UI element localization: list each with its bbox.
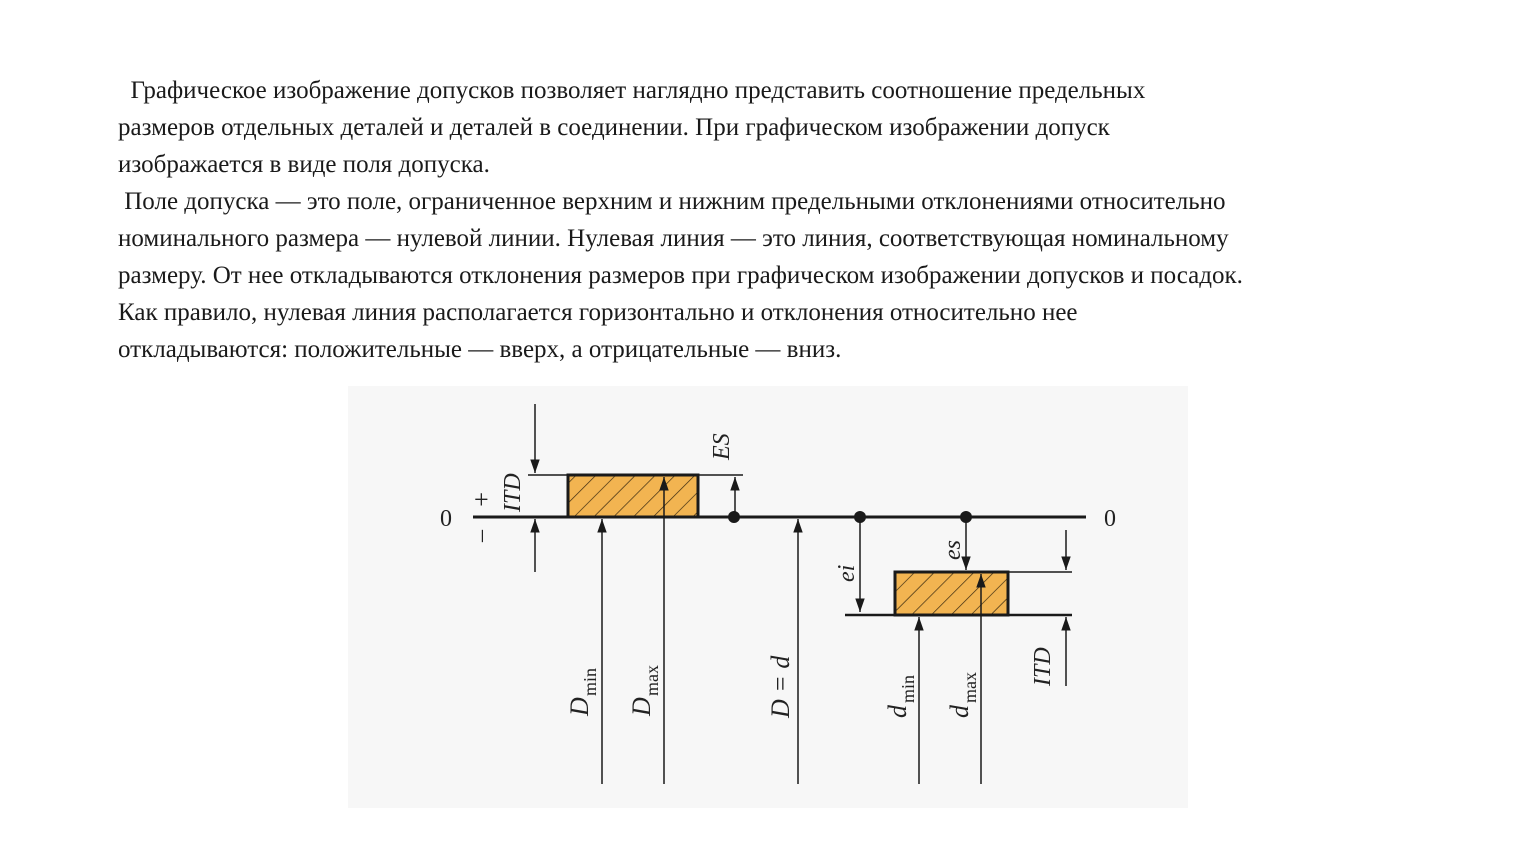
- minus-sign: –: [468, 530, 494, 542]
- tolerance-diagram-svg: [348, 386, 1188, 808]
- hole-itd-label: ITD: [500, 473, 526, 512]
- paragraph-line: номинального размера — нулевой линии. Нулевая линия — это линия, соответствующая номинальному: [118, 225, 1229, 252]
- paragraph-line: изображается в виде поля допуска.: [118, 151, 490, 178]
- paragraph-line: Поле допуска — это поле, ограниченное верхним и нижним предельными отклонениями относительно: [118, 188, 1226, 215]
- shaft-dmax-sub: max: [960, 672, 980, 703]
- dmax-sub: max: [642, 665, 662, 696]
- dmax-label: [627, 665, 662, 717]
- tolerance-diagram: [348, 386, 1188, 808]
- dmin-sub: min: [580, 667, 600, 696]
- shaft-dmin-main: d: [883, 705, 912, 718]
- zero-point-1: [728, 511, 740, 523]
- plus-sign: +: [474, 485, 489, 514]
- shaft-tolerance-field: [895, 572, 1008, 615]
- dmax-main: D: [627, 697, 656, 716]
- zero-label-right: 0: [1104, 506, 1116, 532]
- paragraph-1: [118, 72, 1438, 183]
- paragraph-line: Графическое изображение допусков позволяет наглядно представить соотношение предельных: [118, 77, 1146, 104]
- dmin-label: [565, 668, 600, 717]
- zero-point-3: [960, 511, 972, 523]
- paragraph-2: [118, 183, 1438, 368]
- paragraph-line: откладываются: положительные — вверх, а отрицательные — вниз.: [118, 336, 842, 363]
- shaft-dmin-label: [883, 675, 918, 718]
- es-lower-label: es: [940, 540, 966, 560]
- hole-tolerance-field: [568, 475, 698, 517]
- paragraph-line: размеров отдельных деталей и деталей в соединении. При графическом изображении допуск: [118, 114, 1110, 141]
- zero-point-2: [854, 511, 866, 523]
- es-upper-label: ES: [709, 433, 735, 460]
- zero-label-left: 0: [440, 506, 452, 532]
- paragraph-line: Как правило, нулевая линия располагается горизонтально и отклонения относительно нее: [118, 299, 1078, 326]
- shaft-itd-label: ITD: [1030, 647, 1056, 686]
- shaft-dmin-sub: min: [898, 674, 918, 703]
- nominal-label: D = d: [766, 655, 795, 718]
- shaft-dmax-main: d: [945, 705, 974, 718]
- paragraph-line: размеру. От нее откладываются отклонения размеров при графическом изображении допусков и посадок.: [118, 262, 1243, 289]
- text-block: [118, 72, 1438, 368]
- dmin-main: D: [565, 697, 594, 716]
- shaft-dmax-label: [945, 672, 980, 718]
- ei-label: ei: [834, 564, 860, 582]
